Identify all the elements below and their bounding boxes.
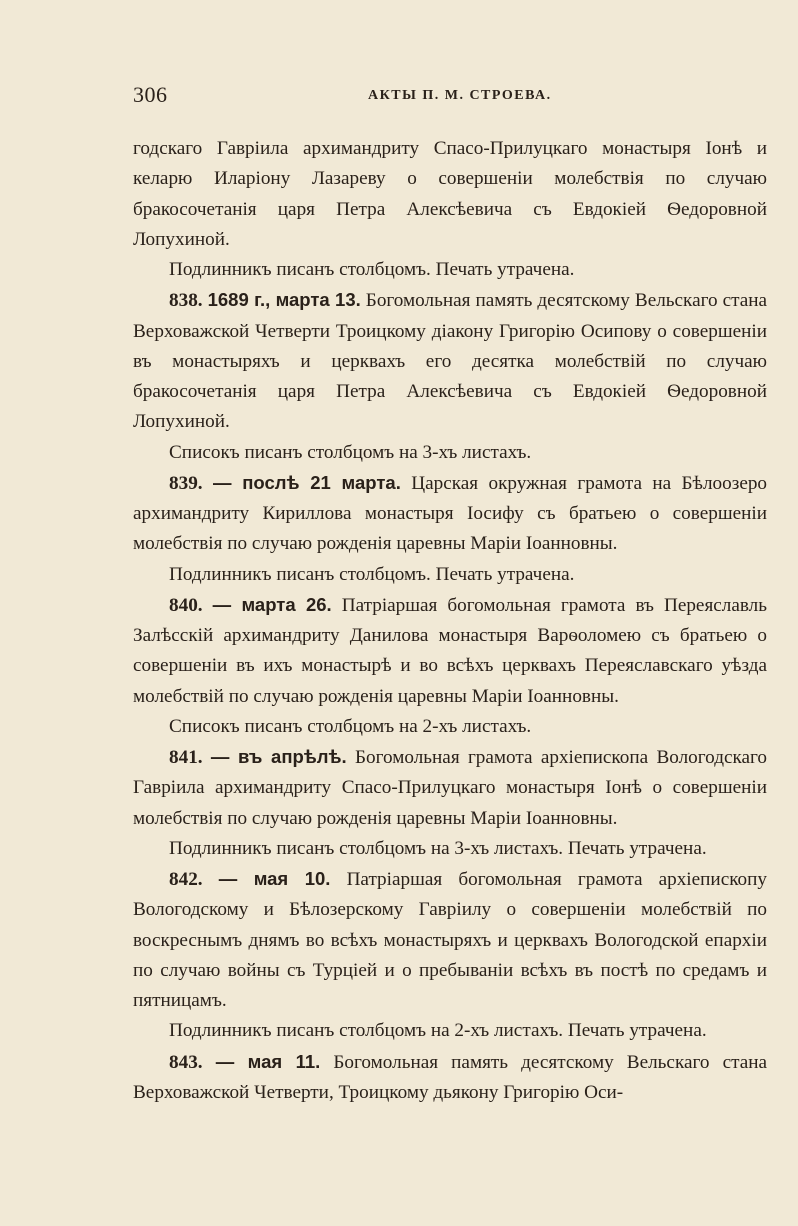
- entry-text: Богомольная память десятскому Вельскаго стана Верховажской Четверти, Троицкому дьякону Григорію Оси-: [133, 1051, 768, 1103]
- page-header: [133, 82, 758, 112]
- document-body: [133, 134, 767, 1108]
- entry-839: [133, 468, 767, 560]
- entry-date: — мая 10.: [218, 868, 331, 889]
- entry-text: Патріаршая богомольная грамота въ Переяславль Залѣсскій архимандриту Данилова монастыря Варѳоломею съ братьею о совершеніи въ ихъ монастырѣ и во всѣхъ церквахъ Переяславскаго уѣзда молебствій по случаю рожденія царевны Маріи Іоанновны.: [133, 594, 768, 707]
- running-title: АКТЫ П. М. СТРОЕВА.: [368, 88, 552, 103]
- entry-840: [133, 590, 767, 712]
- source-note: Списокъ писанъ столбцомъ на 3-хъ листахъ.: [169, 441, 532, 463]
- entry-date: — въ апрѣлѣ.: [210, 746, 347, 767]
- entry-842: [133, 864, 767, 1016]
- entry-number: 842.: [169, 869, 203, 890]
- entry-date: — мая 11.: [215, 1050, 321, 1072]
- source-note: Подлинникъ писанъ столбцомъ. Печать утрачена.: [169, 563, 575, 585]
- source-note: Подлинникъ писанъ столбцомъ на 3-хъ листахъ. Печать утрачена.: [169, 837, 707, 859]
- entry-843: [133, 1047, 767, 1109]
- source-note: Списокъ писанъ столбцомъ на 2-хъ листахъ.: [169, 715, 532, 737]
- entry-text: Царская окружная грамота на Бѣлоозеро архимандриту Кириллова монастыря Іосифу съ братьею о совершеніи молебствія по случаю рожденія царевны Маріи Іоанновны.: [133, 472, 768, 555]
- entry-number: 840.: [169, 594, 203, 616]
- entry-text: Богомольная грамота архіепископа Вологодскаго Гавріила архимандриту Спасо-Прилуцкаго монастыря Іонѣ о совершеніи молебствія по случаю рожденія царевны Маріи Іоанновны.: [133, 747, 767, 829]
- source-note: Подлинникъ писанъ столбцомъ. Печать утрачена.: [169, 259, 575, 280]
- page-number: 306: [133, 82, 168, 107]
- source-note: Подлинникъ писанъ столбцомъ на 2-хъ листахъ. Печать утрачена.: [169, 1020, 707, 1042]
- entry-838: [133, 285, 767, 437]
- paragraph-continuation: годскаго Гавріила архимандриту Спасо-Прилуцкаго монастыря Іонѣ и келарю Иларіону Лазареву о совершеніи молебствія по случаю бракосочетанія царя Петра Алексѣевича съ Евдокіей Ѳедоровной Лопухиной.: [133, 138, 767, 250]
- entry-number: 839.: [169, 472, 203, 494]
- entry-text: Богомольная память десятскому Вельскаго стана Верховажской Четверти Троицкому діакону Григорію Осипову о совершеніи въ монастыряхъ и церквахъ его десятка молебствій по случаю бракосочетанія царя Петра Алексѣевича съ Евдокіей Ѳедоровной Лопухиной.: [133, 290, 768, 433]
- entry-date: 1689 г., марта 13.: [207, 289, 361, 311]
- entry-841: [133, 742, 767, 834]
- entry-text: Патріаршая богомольная грамота архіепископу Вологодскому и Бѣлозерскому Гавріилу о совершеніи молебствій по воскреснымъ днямъ во всѣхъ монастыряхъ и церквахъ Вологодской епархіи по случаю войны съ Турціей и о пребываніи всѣхъ въ постѣ по средамъ и пятницамъ.: [133, 869, 768, 1011]
- entry-number: 841.: [169, 747, 203, 768]
- entry-number: 838.: [169, 290, 203, 312]
- entry-date: — послѣ 21 марта.: [212, 471, 401, 493]
- entry-number: 843.: [169, 1051, 203, 1073]
- entry-date: — марта 26.: [212, 593, 332, 615]
